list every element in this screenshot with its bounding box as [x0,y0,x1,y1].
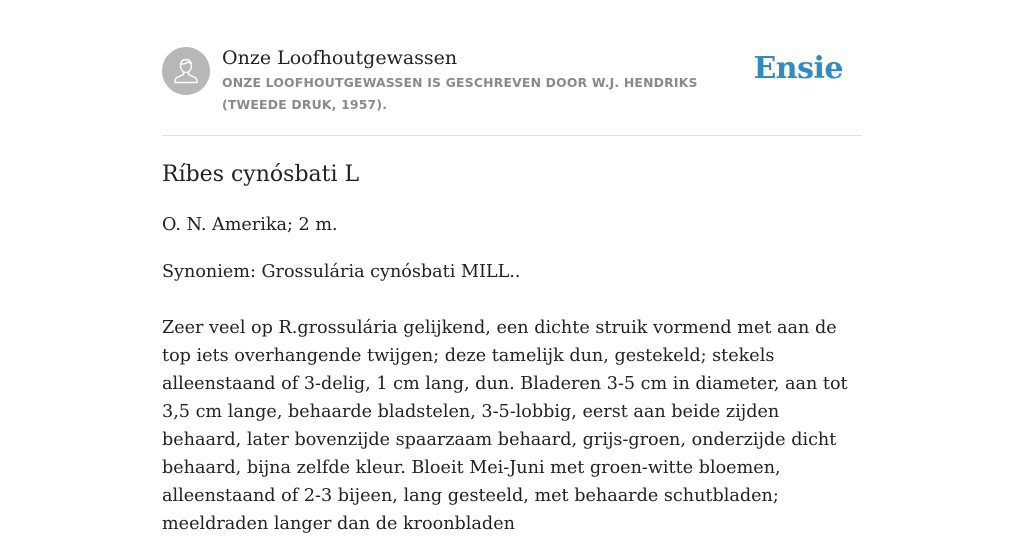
entry-synonym: Synoniem: Grossulária cynósbati MILL.. [162,262,521,282]
page [162,0,862,534]
entry-content [162,211,862,538]
entry-origin: O. N. Amerika; 2 m. [162,215,338,235]
entry-description: Zeer veel op R.grossulária gelijkend, een dichte struik vormend met aan de top iets overhangende twijgen; deze tamelijk dun, gestekeld; stekels alleenstaand of 3-delig, 1 cm lang, dun. Bladeren 3-5 cm in diameter, aan tot 3,5 cm lange, behaarde bladstelen, 3-5-lobbig, eerst aan beide zijden behaard, later bovenzijde spaarzaam behaard, grijs-groen, onderzijde dicht behaard, bijna zelfde kleur. Bloeit Mei-Juni met groen-witte bloemen, alleenstaand of 2-3 bijeen, lang gesteeld, met behaarde schutbladen; meeldraden langer dan de kroonbladen [162,318,848,534]
ensie-logo-link[interactable]: Ensie [753,51,843,86]
book-description: ONZE LOOFHOUTGEWASSEN IS GESCHREVEN DOOR W.J. HENDRIKS (TWEEDE DRUK, 1957). [222,75,698,112]
book-header [162,0,862,136]
user-avatar-icon[interactable] [162,47,210,95]
entry-title: Ríbes cynósbati L [162,162,360,187]
book-title[interactable]: Onze Loofhoutgewassen [222,47,458,69]
